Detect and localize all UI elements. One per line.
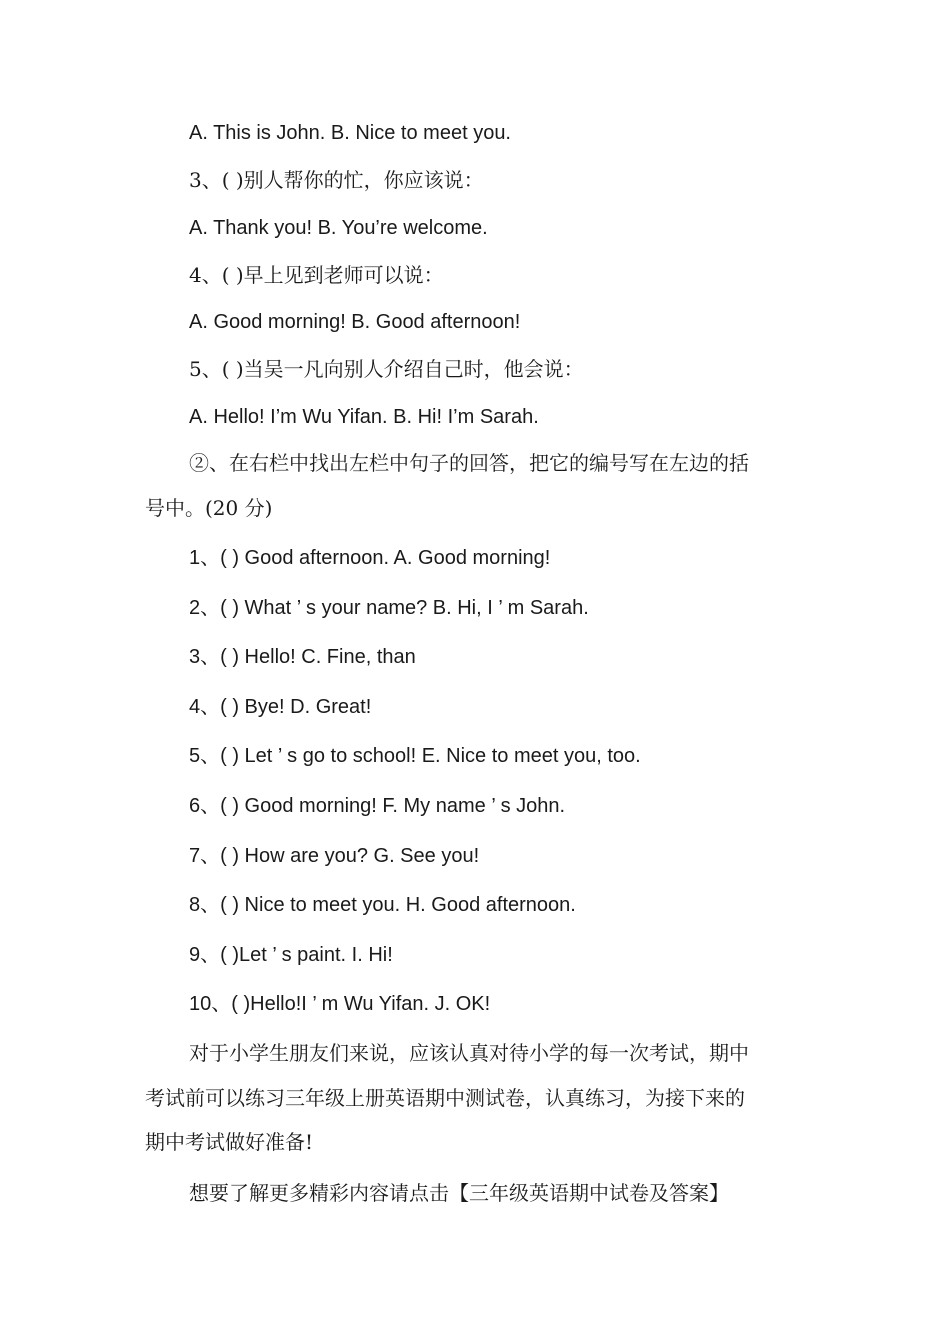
q5-options: A. Hello! I’m Wu Yifan. B. Hi! I’m Sarah.: [189, 406, 539, 428]
match-item-5: 5、( ) Let ’ s go to school! E. Nice to meet you, too.: [189, 745, 641, 767]
q2-options: A. This is John. B. Nice to meet you.: [189, 122, 511, 144]
closing-para1-line1: 对于小学生朋友们来说，应该认真对待小学的每一次考试，期中: [189, 1041, 749, 1065]
q4-options: A. Good morning! B. Good afternoon!: [189, 311, 521, 333]
closing-para1-line3: 期中考试做好准备!: [145, 1130, 314, 1154]
match-item-8: 8、( ) Nice to meet you. H. Good afternoon.: [189, 894, 576, 916]
match-item-1: 1、( ) Good afternoon. A. Good morning!: [189, 547, 551, 569]
q4-prompt: 4、( )早上见到老师可以说：: [189, 263, 444, 287]
section2-instruction-line2: 号中。(20 分): [145, 496, 273, 520]
q5-prompt: 5、( )当吴一凡向别人介绍自己时，他会说：: [189, 357, 584, 381]
closing-para1-line2: 考试前可以练习三年级上册英语期中测试卷，认真练习，为接下来的: [145, 1086, 745, 1110]
match-item-2: 2、( ) What ’ s your name? B. Hi, I ’ m Sarah.: [189, 597, 589, 619]
match-item-9: 9、( )Let ’ s paint. I. Hi!: [189, 944, 393, 966]
match-item-10: 10、( )Hello!I ’ m Wu Yifan. J. OK!: [189, 993, 491, 1015]
q3-options: A. Thank you! B. You’re welcome.: [189, 217, 488, 239]
closing-link-text[interactable]: 想要了解更多精彩内容请点击【三年级英语期中试卷及答案】: [189, 1181, 729, 1205]
match-item-7: 7、( ) How are you? G. See you!: [189, 845, 480, 867]
q3-prompt: 3、( )别人帮你的忙，你应该说：: [189, 168, 484, 192]
match-item-4: 4、( ) Bye! D. Great!: [189, 696, 372, 718]
section2-instruction-line1: ②、在右栏中找出左栏中句子的回答，把它的编号写在左边的括: [189, 451, 749, 475]
match-item-3: 3、( ) Hello! C. Fine, than: [189, 646, 416, 668]
match-item-6: 6、( ) Good morning! F. My name ’ s John.: [189, 795, 566, 817]
